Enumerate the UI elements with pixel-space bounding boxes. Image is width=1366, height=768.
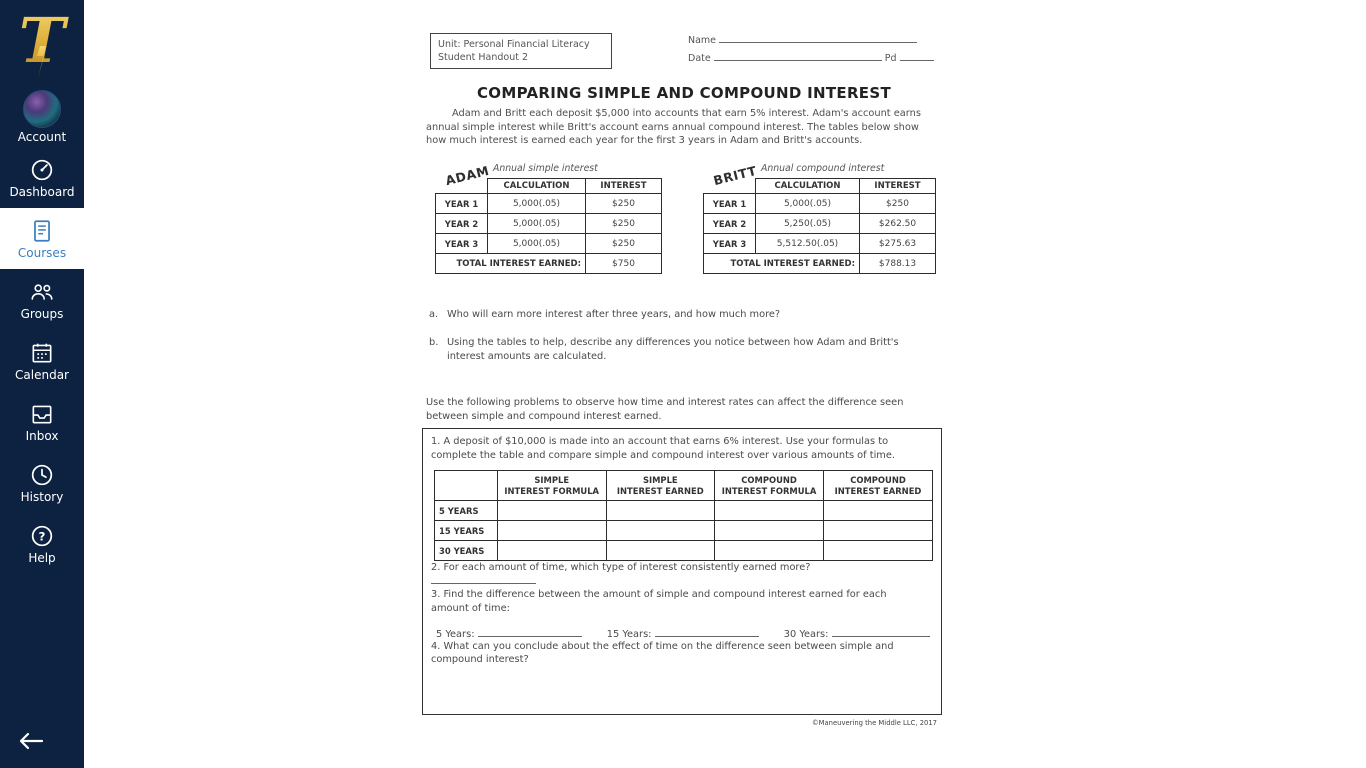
britt-caption: Annual compound interest — [761, 163, 885, 174]
sidebar-item-label: Account — [17, 129, 67, 144]
unit-line2: Student Handout 2 — [438, 52, 529, 63]
cell: $275.63 — [860, 234, 936, 254]
sidebar-item-label: History — [20, 489, 64, 504]
row-label: 30 YEARS — [435, 541, 498, 561]
question-b-label: b. — [429, 337, 439, 348]
table-row — [704, 214, 936, 234]
question-b — [429, 336, 935, 363]
svg-text:T: T — [18, 6, 66, 77]
collapse-sidebar-button[interactable] — [15, 730, 45, 756]
answer-cell — [824, 541, 933, 561]
cell: YEAR 3 — [704, 234, 756, 254]
blank-label: 30 Years: — [783, 628, 829, 640]
blank-line — [478, 628, 582, 637]
svg-text:?: ? — [38, 528, 46, 543]
courses-book-icon — [29, 218, 55, 244]
adam-name-label: ADAM — [443, 162, 491, 189]
answer-cell — [606, 541, 715, 561]
copyright-notice: ©Maneuvering the Middle LLC, 2017 — [811, 719, 937, 727]
cell: 5,000(.05) — [488, 194, 586, 214]
adam-caption: Annual simple interest — [493, 163, 598, 174]
total-value: $788.13 — [860, 254, 936, 274]
table-row — [704, 234, 936, 254]
answer-cell — [497, 521, 606, 541]
user-avatar-icon — [23, 90, 61, 128]
sidebar-item-groups[interactable] — [0, 269, 84, 330]
cell: 5,000(.05) — [756, 194, 860, 214]
answer-cell — [497, 541, 606, 561]
history-clock-icon — [29, 462, 55, 488]
table-row — [704, 194, 936, 214]
question-a — [429, 308, 935, 322]
cell: YEAR 1 — [704, 194, 756, 214]
dashboard-gauge-icon — [29, 157, 55, 183]
sidebar-item-history[interactable] — [0, 452, 84, 513]
problem-1-text: 1. A deposit of $10,000 is made into an account that earns 6% interest. Use your formulas to complete the table and compare simple and compound interest over various amounts of time. — [431, 436, 895, 461]
school-logo[interactable] — [0, 0, 84, 86]
column-header: CALCULATION — [488, 179, 586, 194]
sidebar-item-help[interactable] — [0, 513, 84, 574]
cell: $250 — [860, 194, 936, 214]
intro-paragraph: Adam and Britt each deposit $5,000 into accounts that earn 5% interest. Adam's account earns annual simple interest while Britt's account earns annual compound interest. The tables below show how much interest is earned each year for the first 3 years in Adam and Britt's accounts. — [426, 108, 921, 147]
cell: $250 — [586, 214, 662, 234]
problem-4-text: 4. What can you conclude about the effect of time on the difference seen between simple and compound interest? — [431, 640, 894, 666]
answer-cell — [715, 501, 824, 521]
collapse-arrow-icon — [15, 730, 45, 752]
sidebar-item-dashboard[interactable] — [0, 147, 84, 208]
sidebar-item-label: Calendar — [15, 367, 69, 382]
cell: $250 — [586, 194, 662, 214]
groups-people-icon — [28, 279, 56, 305]
column-header: CALCULATION — [756, 179, 860, 194]
inbox-tray-icon — [29, 401, 55, 427]
calendar-icon — [29, 340, 55, 366]
row-label: 15 YEARS — [435, 521, 498, 541]
problem-3-blanks — [431, 628, 933, 640]
blank-label: 15 Years: — [606, 628, 652, 640]
adam-table — [435, 178, 662, 274]
table-row — [435, 541, 933, 561]
column-header: INTEREST — [586, 179, 662, 194]
cell: YEAR 2 — [704, 214, 756, 234]
question-a-label: a. — [429, 309, 439, 320]
adam-table-group — [431, 162, 671, 294]
total-value: $750 — [586, 254, 662, 274]
blank-line — [832, 628, 930, 637]
table-row — [436, 214, 662, 234]
global-nav-sidebar — [0, 0, 84, 768]
help-question-icon — [29, 523, 55, 549]
date-blank-line — [714, 52, 882, 61]
problems-box — [422, 428, 942, 715]
comparison-tables — [425, 162, 943, 294]
cell: $262.50 — [860, 214, 936, 234]
cell: YEAR 3 — [436, 234, 488, 254]
total-label: TOTAL INTEREST EARNED: — [436, 254, 586, 274]
sidebar-item-label: Courses — [17, 245, 67, 260]
worksheet-title: COMPARING SIMPLE AND COMPOUND INTEREST — [477, 84, 891, 102]
total-label: TOTAL INTEREST EARNED: — [704, 254, 860, 274]
sidebar-item-label: Inbox — [25, 428, 59, 443]
answer-cell — [715, 521, 824, 541]
sidebar-item-calendar[interactable] — [0, 330, 84, 391]
column-header: COMPOUND INTEREST FORMULA — [715, 471, 824, 501]
pd-blank-line — [900, 52, 934, 61]
britt-name-label: BRITT — [711, 162, 759, 189]
sidebar-item-label: Groups — [20, 306, 64, 321]
question-a-text: Who will earn more interest after three years, and how much more? — [447, 309, 781, 320]
table-row — [435, 521, 933, 541]
name-label: Name — [688, 35, 717, 46]
answer-cell — [497, 501, 606, 521]
answer-cell — [824, 521, 933, 541]
answer-cell — [606, 521, 715, 541]
table-row — [435, 501, 933, 521]
school-logo-icon — [13, 6, 71, 80]
blank-line — [655, 628, 759, 637]
column-header: INTEREST — [860, 179, 936, 194]
unit-info-box — [430, 33, 612, 69]
cell: 5,250(.05) — [756, 214, 860, 234]
table-row — [436, 254, 662, 274]
row-label: 5 YEARS — [435, 501, 498, 521]
table-row — [704, 254, 936, 274]
answer-cell — [606, 501, 715, 521]
unit-line1: Unit: Personal Financial Literacy — [438, 39, 590, 50]
cell: YEAR 2 — [436, 214, 488, 234]
question-b-text: Using the tables to help, describe any differences you notice between how Adam and Britt's interest amounts are calculated. — [447, 337, 899, 362]
name-blank-line — [719, 34, 917, 43]
column-header: SIMPLE INTEREST EARNED — [606, 471, 715, 501]
worksheet-document — [425, 0, 943, 768]
sidebar-item-inbox[interactable] — [0, 391, 84, 452]
cell: 5,000(.05) — [488, 234, 586, 254]
answer-cell — [715, 541, 824, 561]
cell: 5,000(.05) — [488, 214, 586, 234]
britt-table-group — [699, 162, 939, 294]
cell: YEAR 1 — [436, 194, 488, 214]
britt-table — [703, 178, 936, 274]
problem-3-text: 3. Find the difference between the amount of simple and compound interest earned for each amount of time: — [431, 589, 887, 614]
sidebar-item-account[interactable] — [0, 86, 84, 147]
practice-table — [434, 470, 933, 561]
blank-label: 5 Years: — [436, 628, 475, 640]
pd-label: Pd — [884, 53, 897, 64]
name-date-block — [688, 34, 932, 70]
cell: $250 — [586, 234, 662, 254]
sidebar-item-courses[interactable] — [0, 208, 84, 269]
date-label: Date — [688, 53, 711, 64]
table-row — [436, 234, 662, 254]
transition-paragraph: Use the following problems to observe how time and interest rates can affect the difference seen between simple and compound interest earned. — [426, 397, 904, 422]
table-row — [436, 194, 662, 214]
problem-2-text: 2. For each amount of time, which type of interest consistently earned more? — [431, 561, 917, 588]
column-header: SIMPLE INTEREST FORMULA — [497, 471, 606, 501]
cell: 5,512.50(.05) — [756, 234, 860, 254]
column-header: COMPOUND INTEREST EARNED — [824, 471, 933, 501]
sidebar-item-label: Dashboard — [9, 184, 75, 199]
answer-cell — [824, 501, 933, 521]
problem-2-blank-line — [431, 575, 536, 584]
sidebar-item-label: Help — [28, 550, 56, 565]
